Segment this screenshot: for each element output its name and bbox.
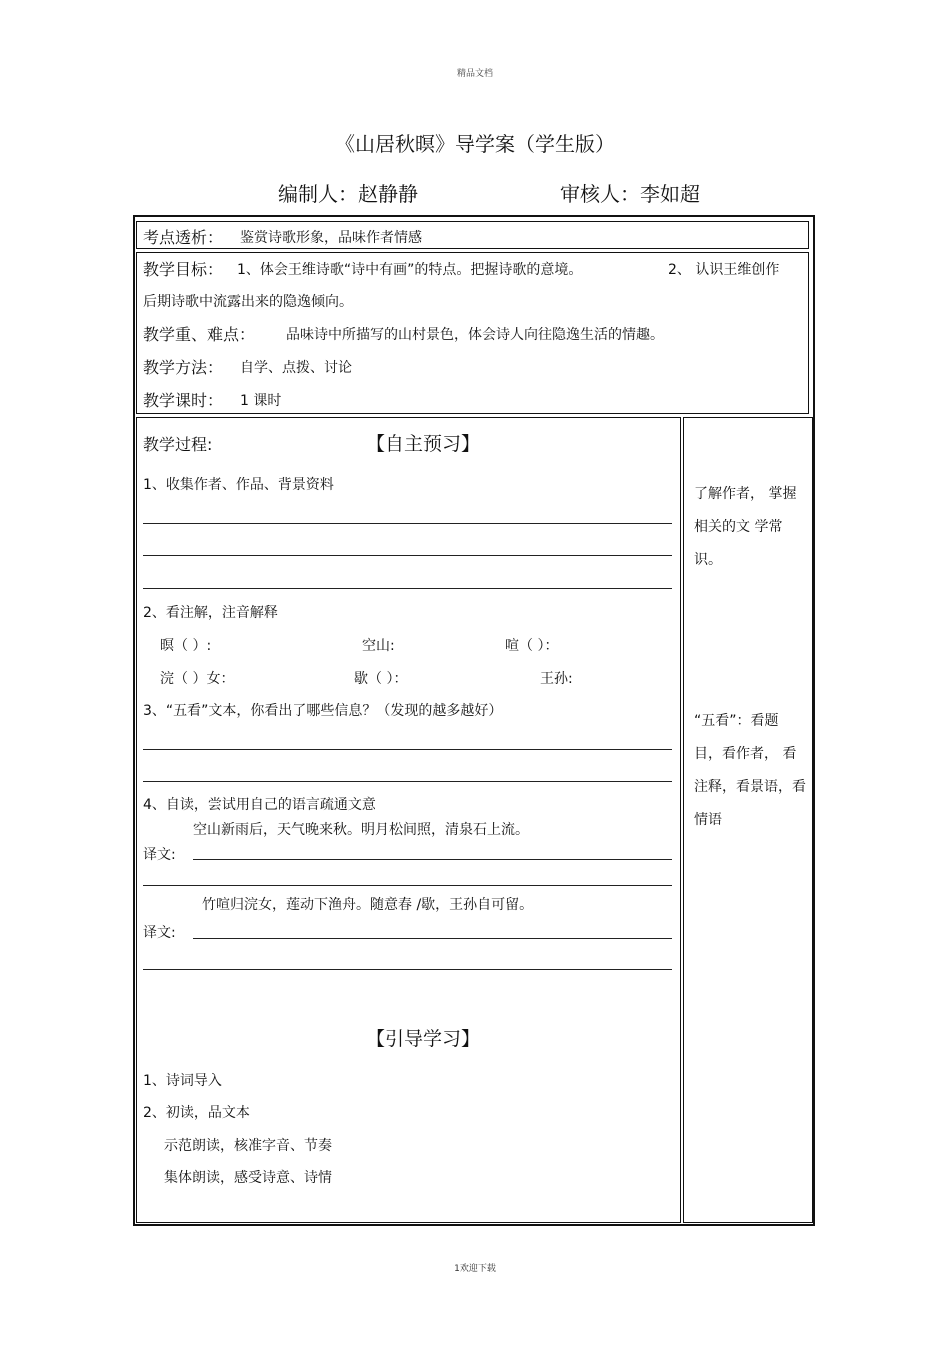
phonetic-wangsun: 王孙:	[540, 671, 573, 687]
item-4: 4、自读，尝试用自己的语言疏通文意	[143, 797, 376, 813]
header-note: 精品文档	[456, 69, 493, 79]
phonetic-xuan: 喧（ ）：	[505, 638, 559, 654]
translation-label-2: 译文:	[143, 925, 176, 941]
kaodian-text: 鉴赏诗歌形象，品味作者情感	[240, 230, 422, 246]
poem-line-1: 空山新雨后，天气晚来秋。明月松间照，清泉石上流。	[193, 822, 529, 838]
answer-line	[143, 885, 672, 886]
kaodian-label: 考点透析：	[143, 228, 224, 247]
section-self-study: 【自主预习】	[366, 433, 481, 455]
poem-line-2: 竹喧归浣女，莲动下渔舟。随意春 /歇，王孙自可留。	[202, 897, 534, 913]
answer-line	[143, 781, 672, 782]
zhongdian-text: 品味诗中所描写的山村景色，体会诗人向往隐逸生活的情趣。	[286, 327, 664, 343]
mubiao-label: 教学目标：	[143, 260, 224, 279]
guided-item-3: 示范朗读，核准字音、节奏	[164, 1138, 332, 1154]
zhongdian-label: 教学重、难点：	[143, 325, 256, 344]
side-note-author: 了解作者， 掌握相关的文 学常识。	[694, 486, 797, 568]
section-guided-study: 【引导学习】	[366, 1028, 481, 1050]
phonetic-kongshan: 空山:	[362, 638, 395, 654]
kaodian-row	[136, 221, 809, 249]
mubiao-text-1: 1、体会王维诗歌“诗中有画”的特点。把握诗歌的意境。	[237, 262, 583, 278]
answer-line	[193, 859, 672, 860]
reviewer-name: 审核人：李如超	[560, 182, 700, 206]
guided-item-2: 2、初读，品文本	[143, 1105, 250, 1121]
phonetic-xie: 歇（ ）：	[354, 671, 408, 687]
answer-line	[143, 523, 672, 524]
item-2: 2、看注解，注音解释	[143, 605, 278, 621]
editor-name: 编制人：赵静静	[278, 182, 418, 206]
answer-line	[193, 938, 672, 939]
answer-line	[143, 588, 672, 589]
answer-line	[143, 555, 672, 556]
guided-item-4: 集体朗读，感受诗意、诗情	[164, 1170, 332, 1186]
side-note-five-looks: “五看”：看题目，看作者， 看注释，看景语，看情语	[694, 713, 806, 828]
document-title: 《山居秋暝》导学案（学生版）	[335, 132, 615, 156]
translation-label-1: 译文:	[143, 847, 176, 863]
item-1: 1、收集作者、作品、背景资料	[143, 477, 334, 493]
fangfa-text: 自学、点拨、讨论	[240, 360, 352, 376]
phonetic-ming: 暝（ ）:	[160, 638, 212, 654]
keshi-text: 1 课时	[240, 393, 282, 409]
mubiao-text-2: 2、 认识王维创作	[668, 262, 780, 278]
phonetic-huan: 浣（ ）女：	[160, 671, 235, 687]
answer-line	[143, 969, 672, 970]
process-label: 教学过程:	[143, 435, 213, 454]
fangfa-label: 教学方法：	[143, 358, 224, 377]
mubiao-text-3: 后期诗歌中流露出来的隐逸倾向。	[143, 294, 353, 310]
item-3: 3、“五看”文本，你看出了哪些信息？（发现的越多越好）	[143, 703, 503, 719]
answer-line	[143, 749, 672, 750]
footer-note: 1欢迎下载	[454, 1264, 496, 1274]
keshi-label: 教学课时：	[143, 391, 224, 410]
guided-item-1: 1、诗词导入	[143, 1073, 222, 1089]
